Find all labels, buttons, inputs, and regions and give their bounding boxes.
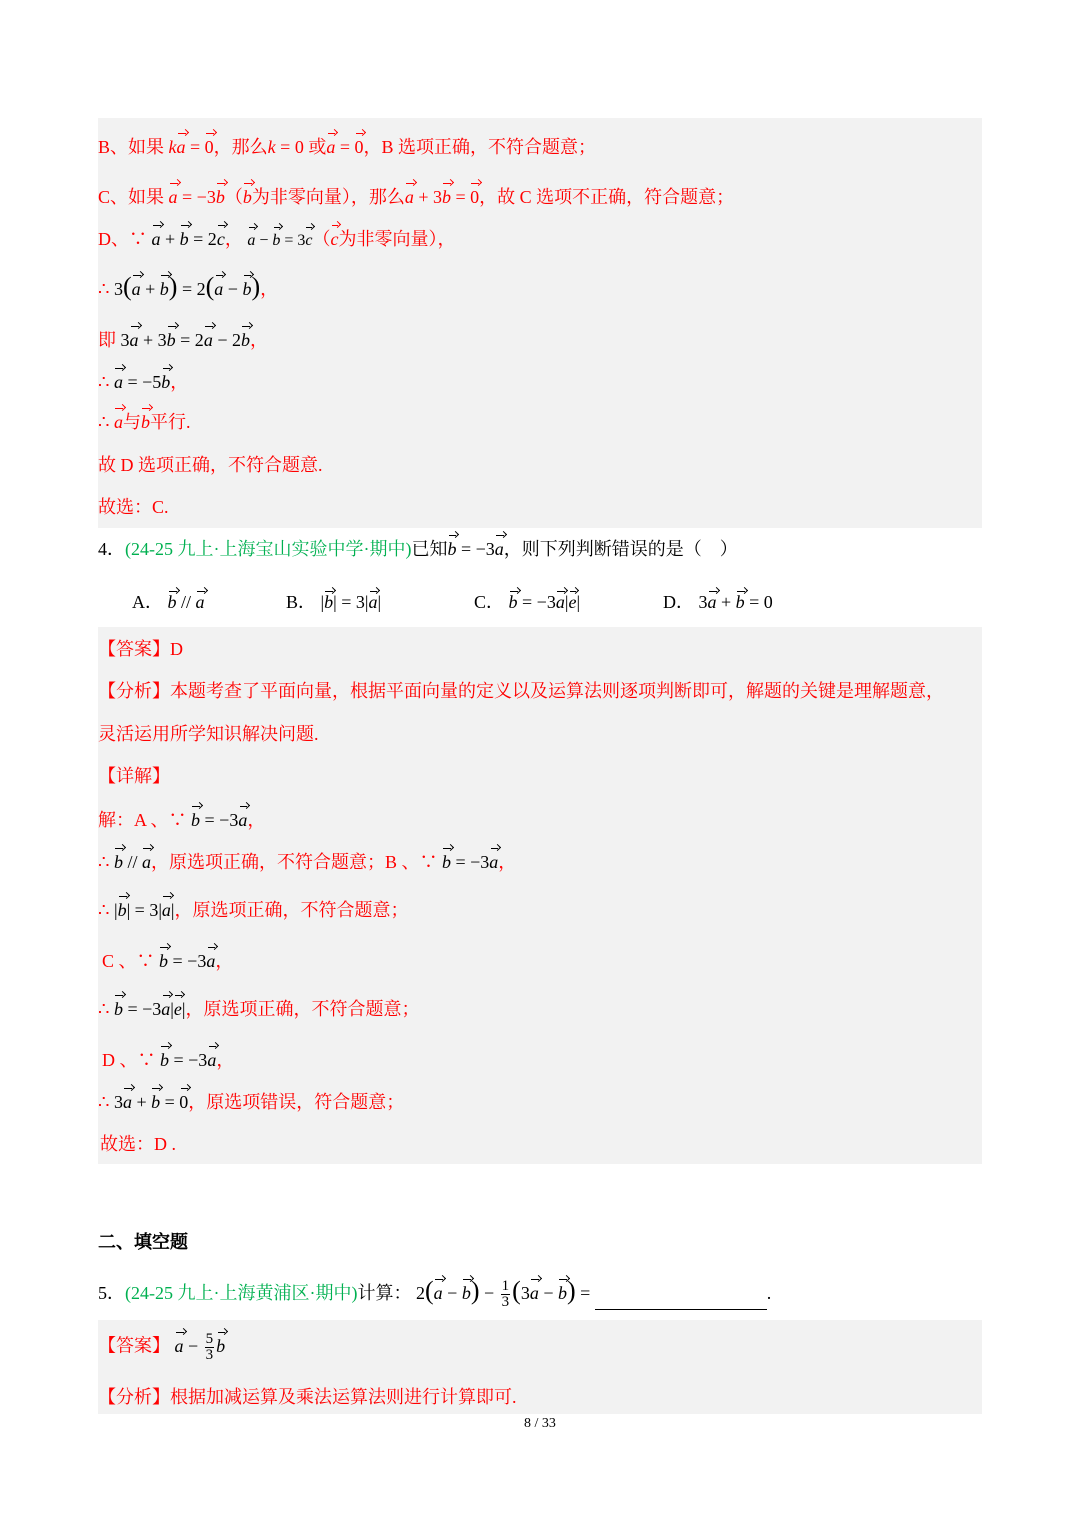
choice-q3: 故选：C.: [98, 497, 169, 517]
q4-solution-c: C 、∵ b = −3a，: [102, 948, 233, 974]
q4-solution-a: 解：A 、∵ b = −3a，: [98, 807, 265, 833]
q4-solution-a-result: ∴ b // a，原选项正确，不符合题意；B 、∵ b = −3a，: [98, 849, 516, 875]
q4-answer: 【答案】D: [98, 639, 183, 659]
q4-solution-d: D 、∵ b = −3a，: [102, 1047, 234, 1073]
option-c[interactable]: C． b = −3a|e|: [474, 592, 581, 612]
q5-answer: 【答案】 a − $\frac{5}{3}$ b: [98, 1331, 226, 1363]
q4-analysis-cont: 灵活运用所学知识解决问题.: [98, 724, 319, 744]
q4-detail-label: 【详解】: [98, 766, 170, 786]
option-b[interactable]: B． |b| = 3|a|: [286, 592, 382, 612]
q4-solution-c-result: ∴ b = −3a|e|，原选项正确，不符合题意；: [98, 996, 419, 1022]
q4-choice: 故选：D .: [100, 1134, 176, 1154]
q5-analysis: 【分析】根据加减运算及乘法运算法则进行计算即可.: [98, 1387, 517, 1407]
option-d[interactable]: D． 3a + b = 0: [663, 592, 773, 612]
step-therefore-3: ∴ a与b平行.: [98, 409, 190, 435]
step-therefore-2: ∴ a = −5b，: [98, 369, 188, 395]
q4-analysis: 【分析】本题考查了平面向量，根据平面向量的定义以及运算法则逐项判断即可，解题的关键是理解题意，: [98, 681, 944, 701]
answer-block-q4: [98, 627, 982, 1164]
step-therefore-1: ∴ 3(a + b) = 2(a − b)，: [98, 272, 279, 301]
option-b-explanation: B、如果 ka = 0，那么k = 0 或a = 0，B 选项正确，不符合题意；: [98, 134, 596, 160]
option-a[interactable]: A． b // a: [132, 592, 205, 612]
answer-blank[interactable]: [595, 1291, 767, 1310]
q4-solution-d-result: ∴ 3a + b = 0，原选项错误，符合题意；: [98, 1089, 404, 1115]
option-c-explanation: C、如果 a = −3b（b为非零向量），那么a + 3b = 0，故 C 选项不正确，符合题意；: [98, 184, 734, 210]
q4-solution-b-result: ∴ |b| = 3|a|，原选项正确，不符合题意；: [98, 897, 409, 923]
question-4-stem: 4．(24-25 九上·上海宝山实验中学·期中)已知b = −3a，则下列判断错误的是（ ）: [98, 536, 738, 562]
option-d-explanation: D、∵ a + b = 2c， a − b = 3c（c为非零向量），: [98, 226, 455, 254]
question-5-stem: 5．(24-25 九上·上海黄浦区·期中)计算： 2(a − b) − $\frac{1}{3}$ (3a − b) = .: [98, 1276, 772, 1311]
conclusion-d: 故 D 选项正确，不符合题意.: [98, 455, 323, 475]
section-heading: 二、填空题: [98, 1232, 188, 1252]
step-ji: 即 3a + 3b = 2a − 2b，: [98, 327, 268, 353]
page-number: 8 / 33: [524, 1416, 556, 1431]
